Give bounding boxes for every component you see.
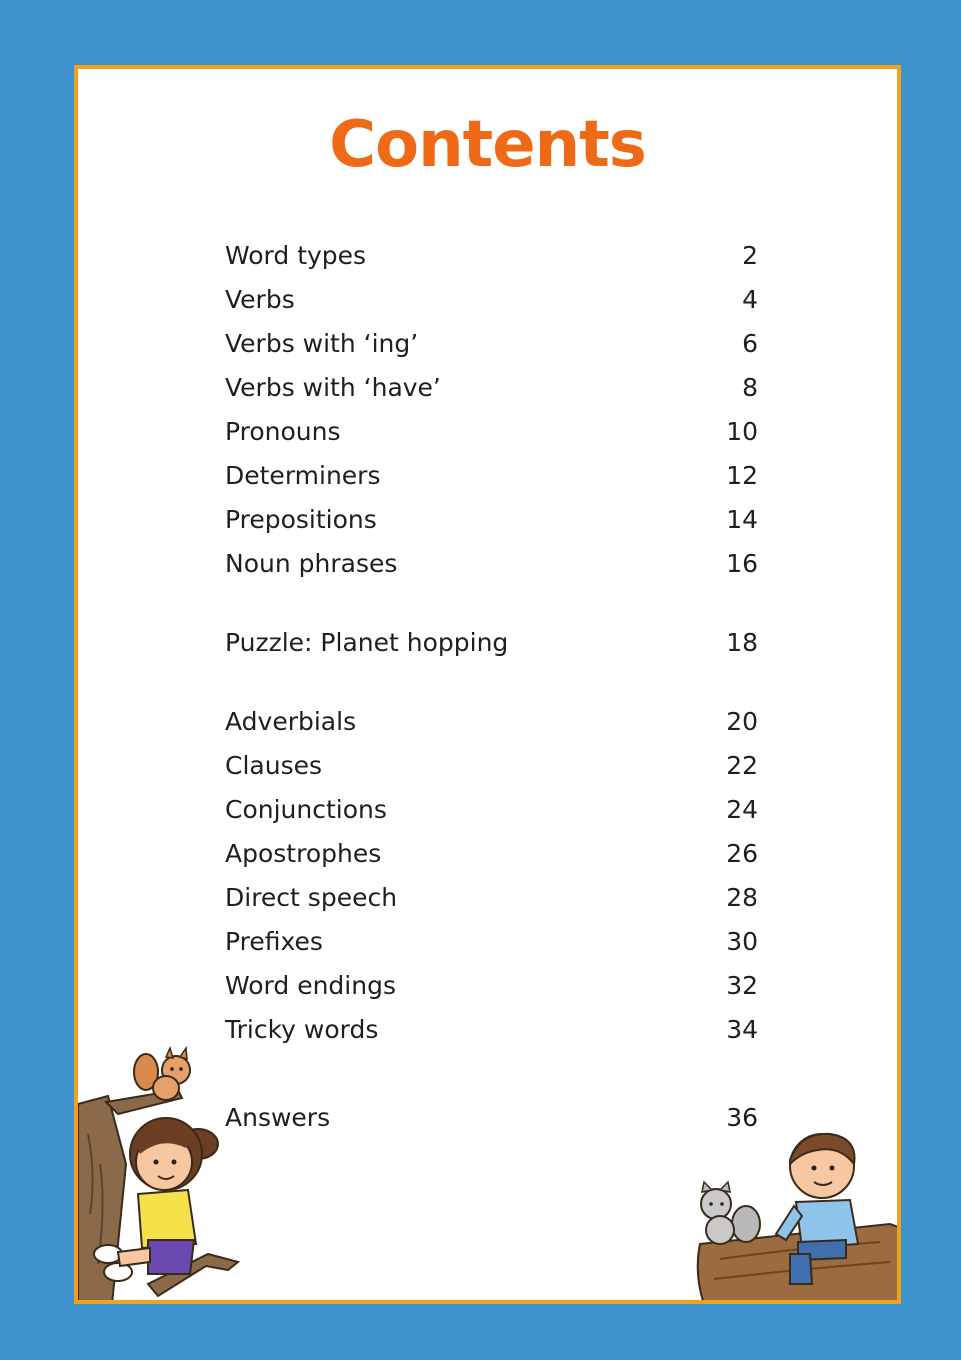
toc-page-number: 34 xyxy=(726,1014,758,1044)
toc-page-number: 24 xyxy=(726,794,758,824)
toc-page-number: 4 xyxy=(742,284,758,314)
toc-page-number: 20 xyxy=(726,706,758,736)
toc-page-number: 10 xyxy=(726,416,758,446)
toc-page-number: 2 xyxy=(742,240,758,270)
toc-label: Prefixes xyxy=(225,926,323,956)
toc-label: Answers xyxy=(225,1102,331,1132)
toc-page-number: 36 xyxy=(726,1102,758,1132)
toc-entry-word-types[interactable] xyxy=(225,237,758,273)
toc-page-number: 6 xyxy=(742,328,758,358)
toc-label: Puzzle: Planet hopping xyxy=(225,627,509,657)
toc-entry-tricky-words[interactable] xyxy=(225,1011,758,1047)
boy-on-log-illustration xyxy=(690,1124,901,1304)
toc-entry-verbs-ing[interactable] xyxy=(225,325,758,361)
toc-page-number: 22 xyxy=(726,750,758,780)
squirrel-icon xyxy=(701,1182,760,1244)
toc-label: Prepositions xyxy=(225,504,377,534)
girl-in-tree-illustration xyxy=(78,1044,248,1304)
toc-label: Determiners xyxy=(225,460,381,490)
toc-page-number: 16 xyxy=(726,548,758,578)
contents-page xyxy=(74,65,901,1304)
toc-label: Word types xyxy=(225,240,367,270)
toc-label: Noun phrases xyxy=(225,548,398,578)
toc-label: Conjunctions xyxy=(225,794,387,824)
page-title: Contents xyxy=(329,108,646,182)
toc-label: Verbs with ‘have’ xyxy=(225,372,441,402)
toc-label: Direct speech xyxy=(225,882,398,912)
toc-entry-clauses[interactable] xyxy=(225,747,758,783)
toc-label: Verbs with ‘ing’ xyxy=(225,328,419,358)
toc-page-number: 8 xyxy=(742,372,758,402)
toc-page-number: 18 xyxy=(726,627,758,657)
toc-page-number: 26 xyxy=(726,838,758,868)
toc-entry-direct-speech[interactable] xyxy=(225,879,758,915)
toc-label: Word endings xyxy=(225,970,396,1000)
toc-entry-verbs-have[interactable] xyxy=(225,369,758,405)
toc-page-number: 12 xyxy=(726,460,758,490)
toc-page-number: 14 xyxy=(726,504,758,534)
toc-page-number: 28 xyxy=(726,882,758,912)
toc-label: Adverbials xyxy=(225,706,357,736)
toc-entry-answers[interactable] xyxy=(225,1099,758,1135)
toc-entry-puzzle[interactable] xyxy=(225,624,758,660)
squirrel-icon xyxy=(134,1048,190,1100)
toc-entry-conjunctions[interactable] xyxy=(225,791,758,827)
toc-page-number: 30 xyxy=(726,926,758,956)
toc-entry-verbs[interactable] xyxy=(225,281,758,317)
toc-label: Apostrophes xyxy=(225,838,382,868)
toc-entry-word-endings[interactable] xyxy=(225,967,758,1003)
toc-entry-prepositions[interactable] xyxy=(225,501,758,537)
toc-entry-determiners[interactable] xyxy=(225,457,758,493)
toc-entry-pronouns[interactable] xyxy=(225,413,758,449)
toc-label: Pronouns xyxy=(225,416,341,446)
toc-label: Clauses xyxy=(225,750,322,780)
toc-entry-prefixes[interactable] xyxy=(225,923,758,959)
toc-entry-apostrophes[interactable] xyxy=(225,835,758,871)
toc-entry-adverbials[interactable] xyxy=(225,703,758,739)
toc-entry-noun-phrases[interactable] xyxy=(225,545,758,581)
toc-page-number: 32 xyxy=(726,970,758,1000)
toc-label: Verbs xyxy=(225,284,295,314)
toc-label: Tricky words xyxy=(225,1014,379,1044)
